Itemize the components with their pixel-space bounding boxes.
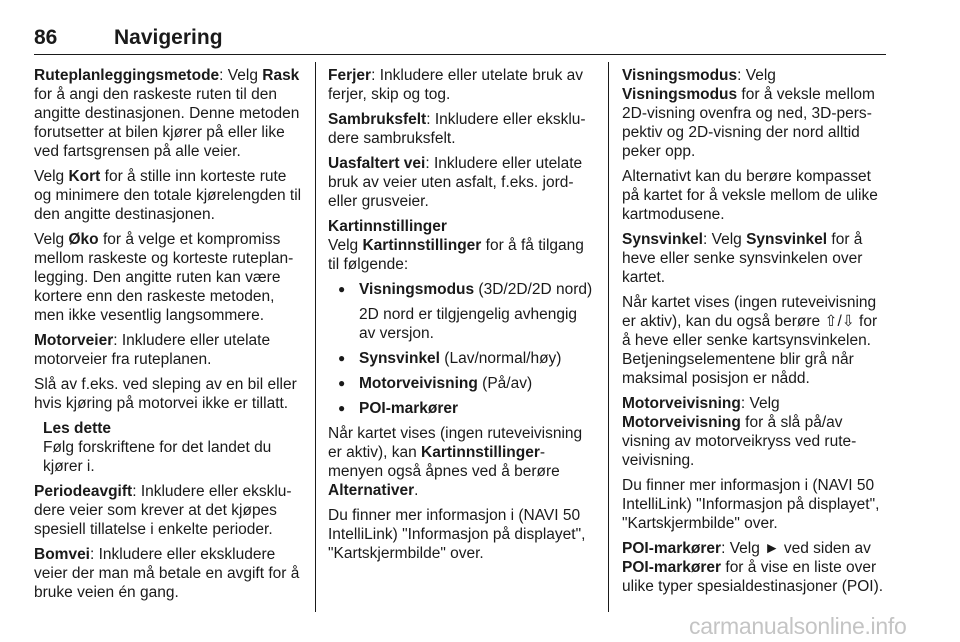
paragraph-carpool: Sambruksfelt: Inkludere eller ekskludere sambruksfelt. bbox=[328, 111, 586, 147]
note-body: Følg forskriftene for det landet du kjører i. bbox=[43, 439, 272, 475]
paragraph-route-method: Ruteplanleggingsmetode: Velg Rask for å angi den raskeste ruten til den angitte destinasjonen. Denne metoden forutsetter at bilen kjører på eller like ved fartsgrensen på alle veier. bbox=[34, 67, 300, 160]
paragraph-toll-road: Bomvei: Inkludere eller ekskludere veier der man må betale en avgift for å bruke veien én gang. bbox=[34, 546, 300, 601]
settings-list bbox=[328, 280, 596, 418]
column-2 bbox=[328, 66, 596, 569]
paragraph-more-info: Du finner mer informasjon i (NAVI 50 IntelliLink) "Informasjon på displayet", "Kartskjermbilde" over. bbox=[622, 477, 880, 532]
paragraph-period-fee: Periodeavgift: Inkludere eller ekskludere veier som krever at det kjøpes spesiell tillatelse i enkelte perioder. bbox=[34, 483, 292, 538]
paragraph-poi-markers: POI-markører: Velg ► ved siden av POI-markører for å vise en liste over ulike typer spesialdestinasjoner (POI). bbox=[622, 540, 884, 595]
paragraph-compass: Alternativt kan du berøre kompasset på kartet for å veksle mellom de ulike kartmodusene. bbox=[622, 168, 878, 223]
paragraph-motorway-view: Motorveivisning: Velg Motorveivisning for å slå på/av visning av motorveikryss ved ruteveivisning. bbox=[622, 395, 857, 469]
list-item: ● POI-markører bbox=[328, 399, 596, 418]
up-down-arrows-icon: ⇧/⇩ bbox=[824, 313, 855, 330]
column-3 bbox=[622, 66, 888, 602]
play-arrow-icon: ► bbox=[764, 540, 780, 557]
watermark: carmanualsonline.info bbox=[689, 613, 907, 639]
paragraph-view-angle: Synsvinkel: Velg Synsvinkel for å heve eller senke synsvinkelen over kartet. bbox=[622, 231, 863, 286]
chapter-title: Navigering bbox=[114, 26, 223, 49]
paragraph-eco: Velg Øko for å velge et kompromiss mellom raskeste og korteste ruteplanlegging. Den angitte ruten kan være kortere enn den raskeste metoden, men ikke vesentlig langsommere. bbox=[34, 231, 294, 324]
list-item: ● Motorveivisning (På/av) bbox=[328, 374, 596, 393]
paragraph-short: Velg Kort for å stille inn korteste rute og minimere den totale kjørelengden til den angitte destinasjonen. bbox=[34, 168, 302, 223]
list-item: ● Synsvinkel (Lav/normal/høy) bbox=[328, 349, 596, 368]
paragraph-map-menu: Når kartet vises (ingen ruteveivisning er aktiv), kan Kartinnstillinger-menyen også åpnes ved å berøre Alternativer. bbox=[328, 425, 583, 499]
column-divider bbox=[315, 62, 316, 612]
paragraph-more-info: Du finner mer informasjon i (NAVI 50 IntelliLink) "Informasjon på displayet", "Kartskjermbilde" over. bbox=[328, 507, 586, 562]
list-item: ● Visningsmodus (3D/2D/2D nord) 2D nord er tilgjengelig avhengig av versjon. bbox=[328, 280, 596, 343]
paragraph-angle-controls: Når kartet vises (ingen ruteveivisning er aktiv), kan du også berøre ⇧/⇩ for å heve eller senke kartsynsvinkelen. Betjeningselementene blir grå når maksimal posisjon er nådd. bbox=[622, 294, 878, 387]
paragraph-unpaved: Uasfaltert vei: Inkludere eller utelate bruk av veier uten asfalt, f.eks. jord- eller grusveier. bbox=[328, 155, 583, 210]
page-header bbox=[34, 24, 886, 55]
paragraph-ferries: Ferjer: Inkludere eller utelate bruk av ferjer, skip og tog. bbox=[328, 67, 584, 103]
note-title: Les dette bbox=[43, 420, 112, 437]
page-number: 86 bbox=[34, 26, 58, 49]
section-heading: Kartinnstillinger bbox=[328, 218, 447, 235]
column-divider bbox=[608, 62, 609, 612]
note-box bbox=[43, 419, 302, 476]
column-1 bbox=[34, 66, 302, 608]
paragraph-motorways: Motorveier: Inkludere eller utelate motorveier fra ruteplanen. bbox=[34, 332, 271, 368]
paragraph-view-mode: Visningsmodus: Velg Visningsmodus for å veksle mellom 2D-visning ovenfra og ned, 3D-perspektiv og 2D-visning der nord alltid peker opp. bbox=[622, 67, 875, 160]
paragraph-map-settings: Kartinnstillinger Velg Kartinnstillinger for å få tilgang til følgende: bbox=[328, 218, 584, 273]
paragraph-towing: Slå av f.eks. ved sleping av en bil eller hvis kjøring på motorvei ikke er tillatt. bbox=[34, 376, 297, 412]
